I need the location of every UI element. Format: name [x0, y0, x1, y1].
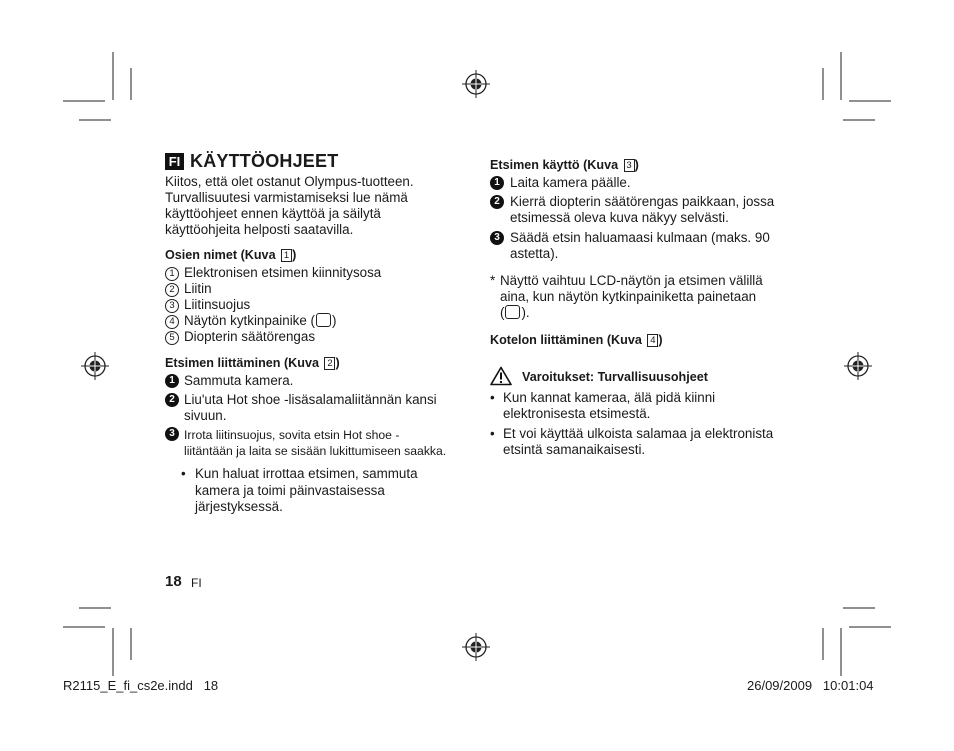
parts-heading-text: Osien nimet (Kuva	[165, 248, 276, 262]
step-number: 1	[490, 176, 504, 190]
note-paren-open: (	[500, 305, 505, 320]
page-title: KÄYTTÖOHJEET	[190, 151, 339, 171]
footer-timestamp	[747, 678, 874, 693]
note-paren-close: ).	[521, 305, 530, 320]
step-text: Säädä etsin haluamaasi kulmaan (maks. 90	[510, 230, 770, 245]
part-number: 4	[165, 315, 179, 329]
step-number: 1	[165, 374, 179, 388]
attach-heading-text: Etsimen liittäminen (Kuva	[165, 356, 319, 370]
warning-line: elektronisesta etsimestä.	[503, 406, 651, 421]
registration-target-icon	[462, 70, 490, 98]
note-line: kamera ja toimi päinvastaisessa	[195, 483, 385, 498]
page-number: 18	[165, 573, 182, 590]
figure-number: 2	[324, 357, 335, 370]
part-label: Elektronisen etsimen kiinnitysosa	[184, 265, 382, 280]
step-text: astetta).	[510, 246, 559, 261]
footer-file: R2115_E_fi_cs2e.indd	[63, 678, 193, 693]
registration-target-icon	[462, 633, 490, 661]
footer-date: 26/09/2009	[747, 678, 813, 693]
use-heading	[490, 158, 639, 172]
part-number: 2	[165, 283, 179, 297]
step-text: Sammuta kamera.	[184, 373, 294, 388]
attach-heading	[165, 356, 340, 370]
step-text: liitäntään ja laita se sisään lukittumiseen saakka.	[184, 444, 447, 458]
step-number: 2	[490, 195, 504, 209]
figure-number: 4	[647, 334, 658, 347]
case-heading-text: Kotelon liittäminen (Kuva	[490, 333, 642, 347]
case-heading	[490, 333, 663, 347]
parts-heading	[165, 248, 296, 262]
footer-filename	[63, 678, 218, 693]
asterisk: *	[490, 273, 496, 288]
part-label: Liitinsuojus	[184, 297, 251, 312]
part-number: 5	[165, 331, 179, 345]
footer-page: 18	[203, 678, 219, 693]
display-switch-icon	[505, 305, 520, 319]
step-text: Kierrä diopterin säätörengas paikkaan, jossa	[510, 194, 775, 209]
registration-target-icon	[81, 352, 109, 380]
note-line: Näyttö vaihtuu LCD-näytön ja etsimen välillä	[500, 273, 763, 288]
use-heading-text: Etsimen käyttö (Kuva	[490, 158, 619, 172]
attach-heading-close: )	[335, 356, 340, 370]
warning-line: Kun kannat kameraa, älä pidä kiinni	[503, 390, 716, 405]
step-text: sivuun.	[184, 408, 227, 423]
display-switch-icon	[316, 313, 331, 327]
bullet: •	[181, 466, 186, 481]
part-label: Liitin	[184, 281, 212, 296]
case-heading-close: )	[658, 333, 663, 347]
note-line: aina, kun näytön kytkinpainiketta painetaan	[500, 289, 757, 304]
step-text: Irrota liitinsuojus, sovita etsin Hot shoe -	[184, 428, 400, 442]
page-language: FI	[191, 576, 202, 590]
part-number: 1	[165, 267, 179, 281]
bullet: •	[490, 390, 495, 405]
bullet: •	[490, 426, 495, 441]
parts-heading-close: )	[292, 248, 297, 262]
warning-triangle-icon	[490, 366, 512, 386]
part-label-close: )	[332, 313, 337, 328]
step-text: Laita kamera päälle.	[510, 175, 631, 190]
warning-line: Et voi käyttää ulkoista salamaa ja elektronista	[503, 426, 774, 441]
step-number: 3	[165, 427, 179, 441]
step-number: 3	[490, 231, 504, 245]
figure-number: 1	[281, 249, 292, 262]
language-badge: FI	[165, 153, 184, 170]
part-label: Diopterin säätörengas	[184, 329, 316, 344]
intro-line: käyttöohjeet ennen käyttöä ja säilytä	[165, 206, 381, 221]
step-text: etsimessä oleva kuva näkyy selvästi.	[510, 210, 729, 225]
step-number: 2	[165, 393, 179, 407]
registration-target-icon	[844, 352, 872, 380]
part-label	[184, 313, 336, 330]
note-line: Kun haluat irrottaa etsimen, sammuta	[195, 466, 418, 481]
intro-line: Kiitos, että olet ostanut Olympus-tuotteen.	[165, 174, 414, 189]
use-heading-close: )	[634, 158, 639, 172]
warning-line: etsintä samanaikaisesti.	[503, 442, 646, 457]
intro-line: Turvallisuutesi varmistamiseksi lue nämä	[165, 190, 408, 205]
warnings-heading: Varoitukset: Turvallisuusohjeet	[522, 370, 708, 384]
intro-line: käyttöohjeita helposti saatavilla.	[165, 222, 354, 237]
figure-number: 3	[624, 159, 635, 172]
note-line	[500, 305, 530, 322]
note-line: järjestyksessä.	[195, 499, 283, 514]
part-label-text: Näytön kytkinpainike (	[184, 313, 315, 328]
step-text: Liu'uta Hot shoe -lisäsalamaliitännän kansi	[184, 392, 437, 407]
footer-time: 10:01:04	[822, 678, 874, 693]
part-number: 3	[165, 299, 179, 313]
